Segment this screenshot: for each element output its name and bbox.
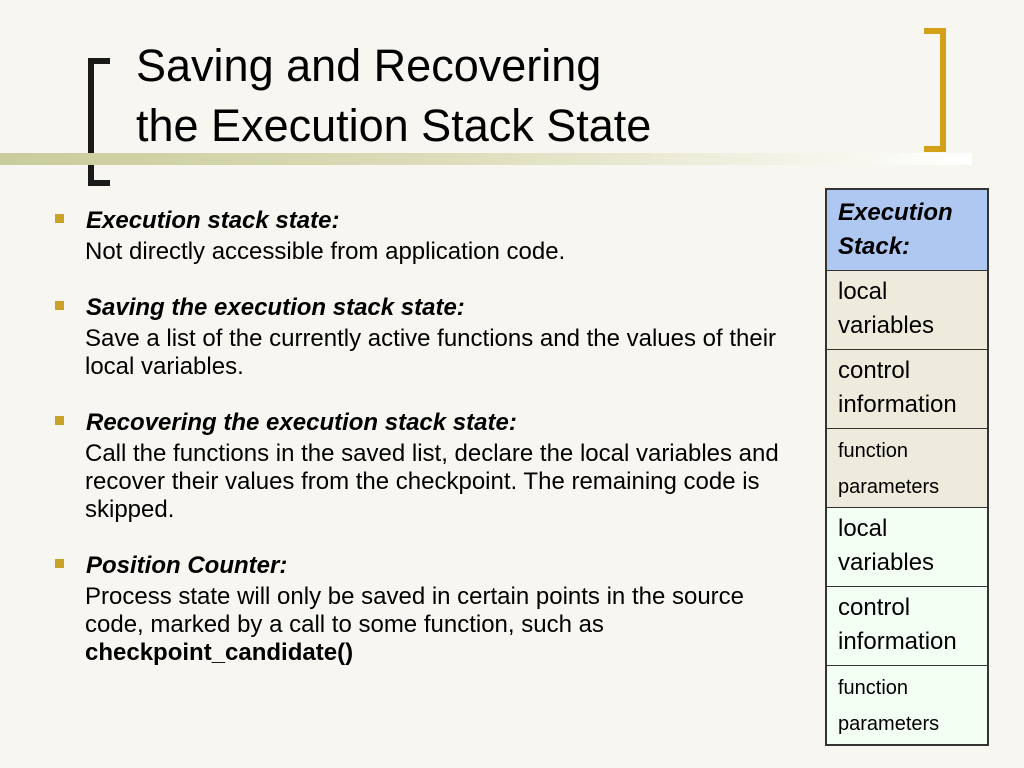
left-bracket-decoration xyxy=(88,58,110,186)
bullet-item xyxy=(55,291,805,381)
stack-cell-local-variables: local variables xyxy=(827,270,987,349)
bullet-text-plain: Process state will only be saved in certain points in the source code, marked by a call to some function, such as xyxy=(85,583,745,638)
bullet-text: Call the functions in the saved list, declare the local variables and recover their values from the checkpoint. The remaining code is skipped. xyxy=(85,440,779,523)
stack-cell-function-parameters: function parameters xyxy=(827,665,987,744)
bullet-heading: Recovering the execution stack state: xyxy=(86,409,517,436)
bullet-item xyxy=(55,406,805,524)
square-bullet-icon xyxy=(55,301,64,310)
bullet-item xyxy=(55,204,805,266)
right-bracket-decoration xyxy=(924,28,946,152)
function-name-code: checkpoint_candidate() xyxy=(85,639,354,666)
stack-cell-local-variables: local variables xyxy=(827,507,987,586)
bullet-text: Save a list of the currently active functions and the values of their local variables. xyxy=(85,325,777,380)
bullet-item xyxy=(55,549,805,667)
square-bullet-icon xyxy=(55,559,64,568)
title-line-1: Saving and Recovering xyxy=(136,40,602,91)
bullet-heading: Saving the execution stack state: xyxy=(86,294,465,321)
slide-title xyxy=(136,36,896,156)
execution-stack-table xyxy=(825,188,989,746)
stack-cell-control-information: control information xyxy=(827,586,987,665)
stack-header: Execution Stack: xyxy=(827,190,987,270)
title-line-2: the Execution Stack State xyxy=(136,100,652,151)
square-bullet-icon xyxy=(55,214,64,223)
stack-cell-control-information: control information xyxy=(827,349,987,428)
bullet-text: Not directly accessible from application code. xyxy=(85,238,566,265)
bullet-list xyxy=(55,204,805,692)
bullet-heading: Position Counter: xyxy=(86,552,288,579)
square-bullet-icon xyxy=(55,416,64,425)
stack-cell-function-parameters: function parameters xyxy=(827,428,987,507)
bullet-text xyxy=(85,583,805,667)
bullet-heading: Execution stack state: xyxy=(86,207,340,234)
